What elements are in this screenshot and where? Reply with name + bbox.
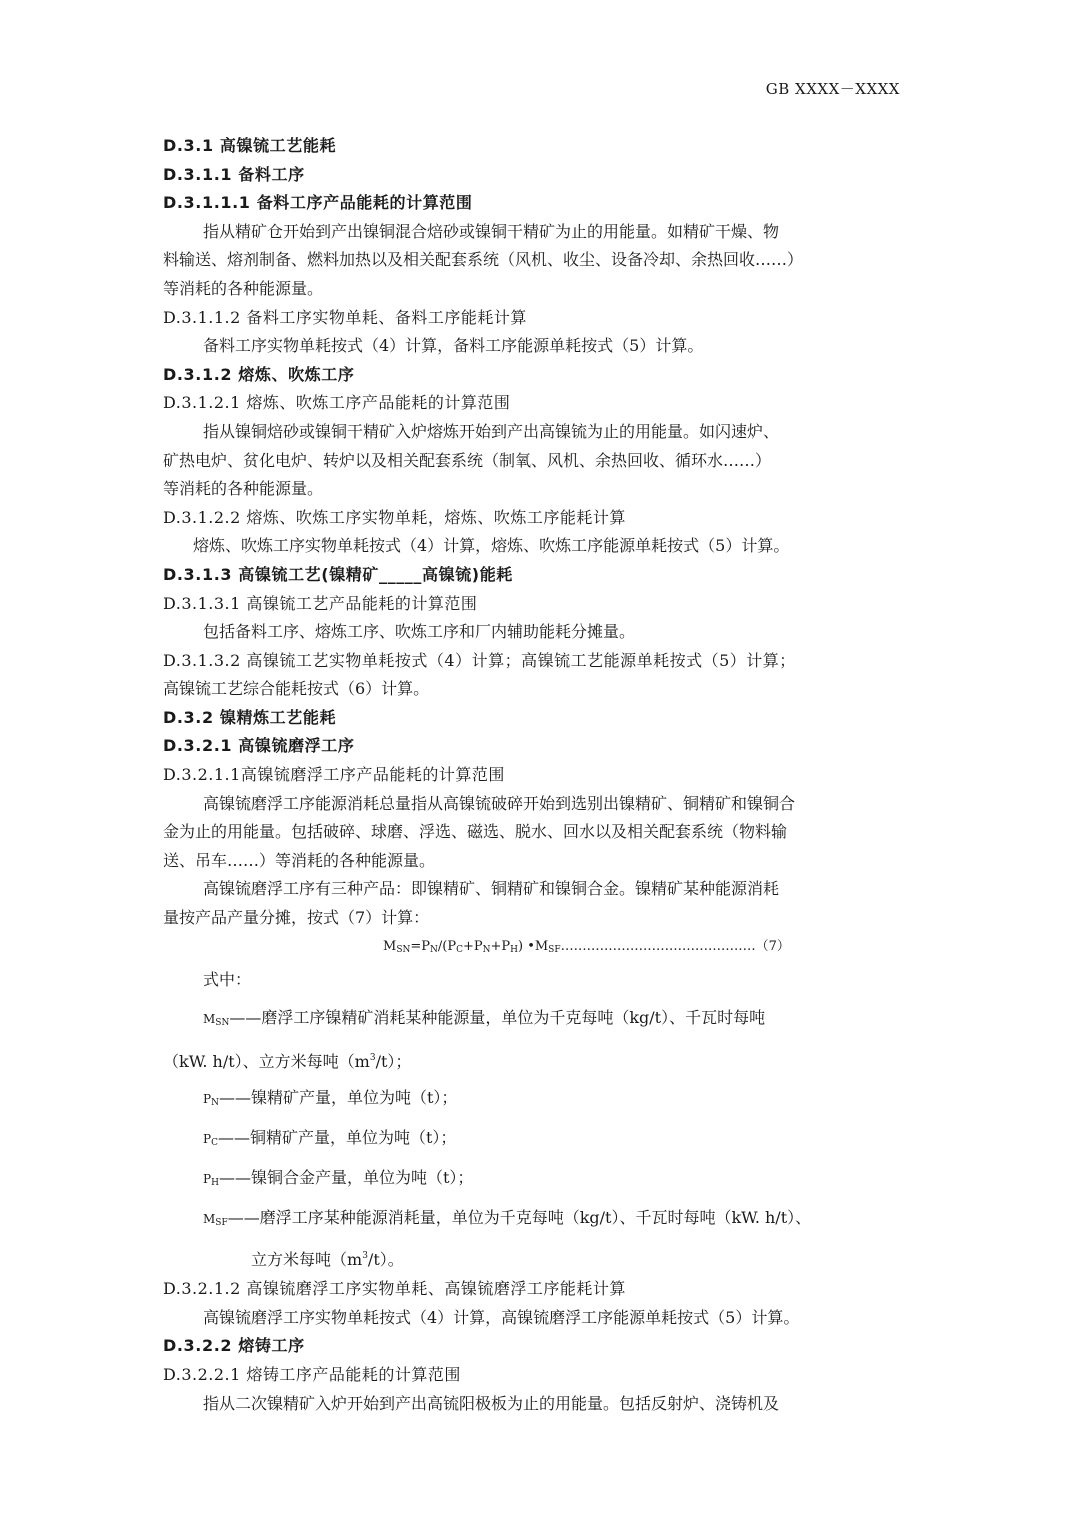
definition-pc: $P_C——$铜精矿产量，单位为吨（t）； [203, 1128, 457, 1149]
where-label: 式中： [203, 970, 252, 990]
paragraph-line: 高镍锍磨浮工序有三种产品：即镍精矿、铜精矿和镍铜合金。镍精矿某种能源消耗 [203, 879, 780, 899]
paragraph-line: 指从精矿仓开始到产出镍铜混合焙砂或镍铜干精矿为止的用能量。如精矿干燥、物 [203, 221, 780, 241]
heading-d3131: D.3.1.3.1 高镍锍工艺产品能耗的计算范围 [163, 593, 478, 613]
heading-d3221: D.3.2.2.1 熔铸工序产品能耗的计算范围 [163, 1365, 461, 1384]
paragraph-line: 送、吊车……）等消耗的各种能源量。 [163, 850, 436, 870]
document-body [163, 132, 903, 1418]
heading-d312: D.3.1.2 熔炼、吹炼工序 [163, 364, 355, 384]
definition-msf: $M_{SF}——$磨浮工序某种能源消耗量，单位为千克每吨（kg/t）、千瓦时每吨（kW. h/t）、 [203, 1208, 812, 1229]
document-number: GB XXXX－XXXX [765, 80, 900, 98]
heading-d313: D.3.1.3 高镍锍工艺(镍精矿_____高镍锍)能耗 [163, 564, 513, 584]
paragraph-line: 金为止的用能量。包括破碎、球磨、浮选、磁选、脱水、回水以及相关配套系统（物料输 [163, 822, 788, 842]
definition-ph: $P_H——$镍铜合金产量，单位为吨（t）； [203, 1168, 474, 1189]
heading-d322: D.3.2.2 熔铸工序 [163, 1336, 305, 1356]
paragraph-line: 包括备料工序、熔炼工序、吹炼工序和厂内辅助能耗分摊量。 [203, 622, 636, 642]
paragraph-line: 指从二次镍精矿入炉开始到产出高锍阳极板为止的用能量。包括反射炉、浇铸机及 [203, 1393, 780, 1413]
paragraph-line: 高镍锍磨浮工序能源消耗总量指从高镍锍破碎开始到选别出镍精矿、铜精矿和镍铜合 [203, 793, 796, 813]
paragraph-line: D.3.1.3.2 高镍锍工艺实物单耗按式（4）计算；高镍锍工艺能源单耗按式（5）计算； [163, 650, 796, 670]
paragraph-line: 熔炼、吹炼工序实物单耗按式（4）计算，熔炼、吹炼工序能源单耗按式（5）计算。 [193, 536, 790, 556]
formula-7: $M_{SN}=P_N/(P_C+P_N+P_H)$ $•M_{SF}\dots\dots\dots\dots\dots\dots\dots\dots\dots\dots\dots\dots\dots\dots\dots(7)$ [383, 938, 790, 955]
paragraph-line: 高镍锍磨浮工序实物单耗按式（4）计算，高镍锍磨浮工序能源单耗按式（5）计算。 [203, 1307, 800, 1327]
paragraph-line: 料输送、熔剂制备、燃料加热以及相关配套系统（风机、收尘、设备冷却、余热回收……） [163, 250, 804, 270]
heading-d3121: D.3.1.2.1 熔炼、吹炼工序产品能耗的计算范围 [163, 393, 511, 413]
paragraph-line: 等消耗的各种能源量。 [163, 278, 324, 298]
paragraph-line: 备料工序实物单耗按式（4）计算，备料工序能源单耗按式（5）计算。 [203, 336, 704, 356]
paragraph-line: 矿热电炉、贫化电炉、转炉以及相关配套系统（制氧、风机、余热回收、循环水……） [163, 450, 772, 470]
definition-msf-cont: 立方米每吨$(m^3/t)$。 [251, 1250, 404, 1270]
heading-d32: D.3.2 镍精炼工艺能耗 [163, 707, 337, 727]
heading-d321: D.3.2.1 高镍锍磨浮工序 [163, 736, 355, 756]
heading-d3111: D.3.1.1.1 备料工序产品能耗的计算范围 [163, 193, 473, 213]
paragraph-line: 等消耗的各种能源量。 [163, 479, 324, 499]
heading-d3112: D.3.1.1.2 备料工序实物单耗、备料工序能耗计算 [163, 307, 527, 327]
paragraph-line: 高镍锍工艺综合能耗按式（6）计算。 [163, 679, 430, 699]
heading-d311: D.3.1.1 备料工序 [163, 164, 305, 184]
definition-msn: $M_{SN}——$磨浮工序镍精矿消耗某种能源量，单位为千克每吨（kg/t）、千瓦时每吨 [203, 1008, 766, 1029]
heading-d31: D.3.1 高镍锍工艺能耗 [163, 136, 337, 155]
heading-d3211: D.3.2.1.1高镍锍磨浮工序产品能耗的计算范围 [163, 765, 505, 785]
definition-pn: $P_N——$镍精矿产量，单位为吨（t）； [203, 1088, 458, 1109]
definition-msn-cont: （kW. h/t）、立方米每吨$(m^3/t)$； [163, 1052, 412, 1072]
heading-d3122: D.3.1.2.2 熔炼、吹炼工序实物单耗，熔炼、吹炼工序能耗计算 [163, 507, 626, 527]
paragraph-line: 量按产品产量分摊，按式（7）计算： [163, 908, 430, 928]
paragraph-line: 指从镍铜焙砂或镍铜干精矿入炉熔炼开始到产出高镍锍为止的用能量。如闪速炉、 [203, 421, 780, 441]
heading-d3212: D.3.2.1.2 高镍锍磨浮工序实物单耗、高镍锍磨浮工序能耗计算 [163, 1279, 626, 1299]
